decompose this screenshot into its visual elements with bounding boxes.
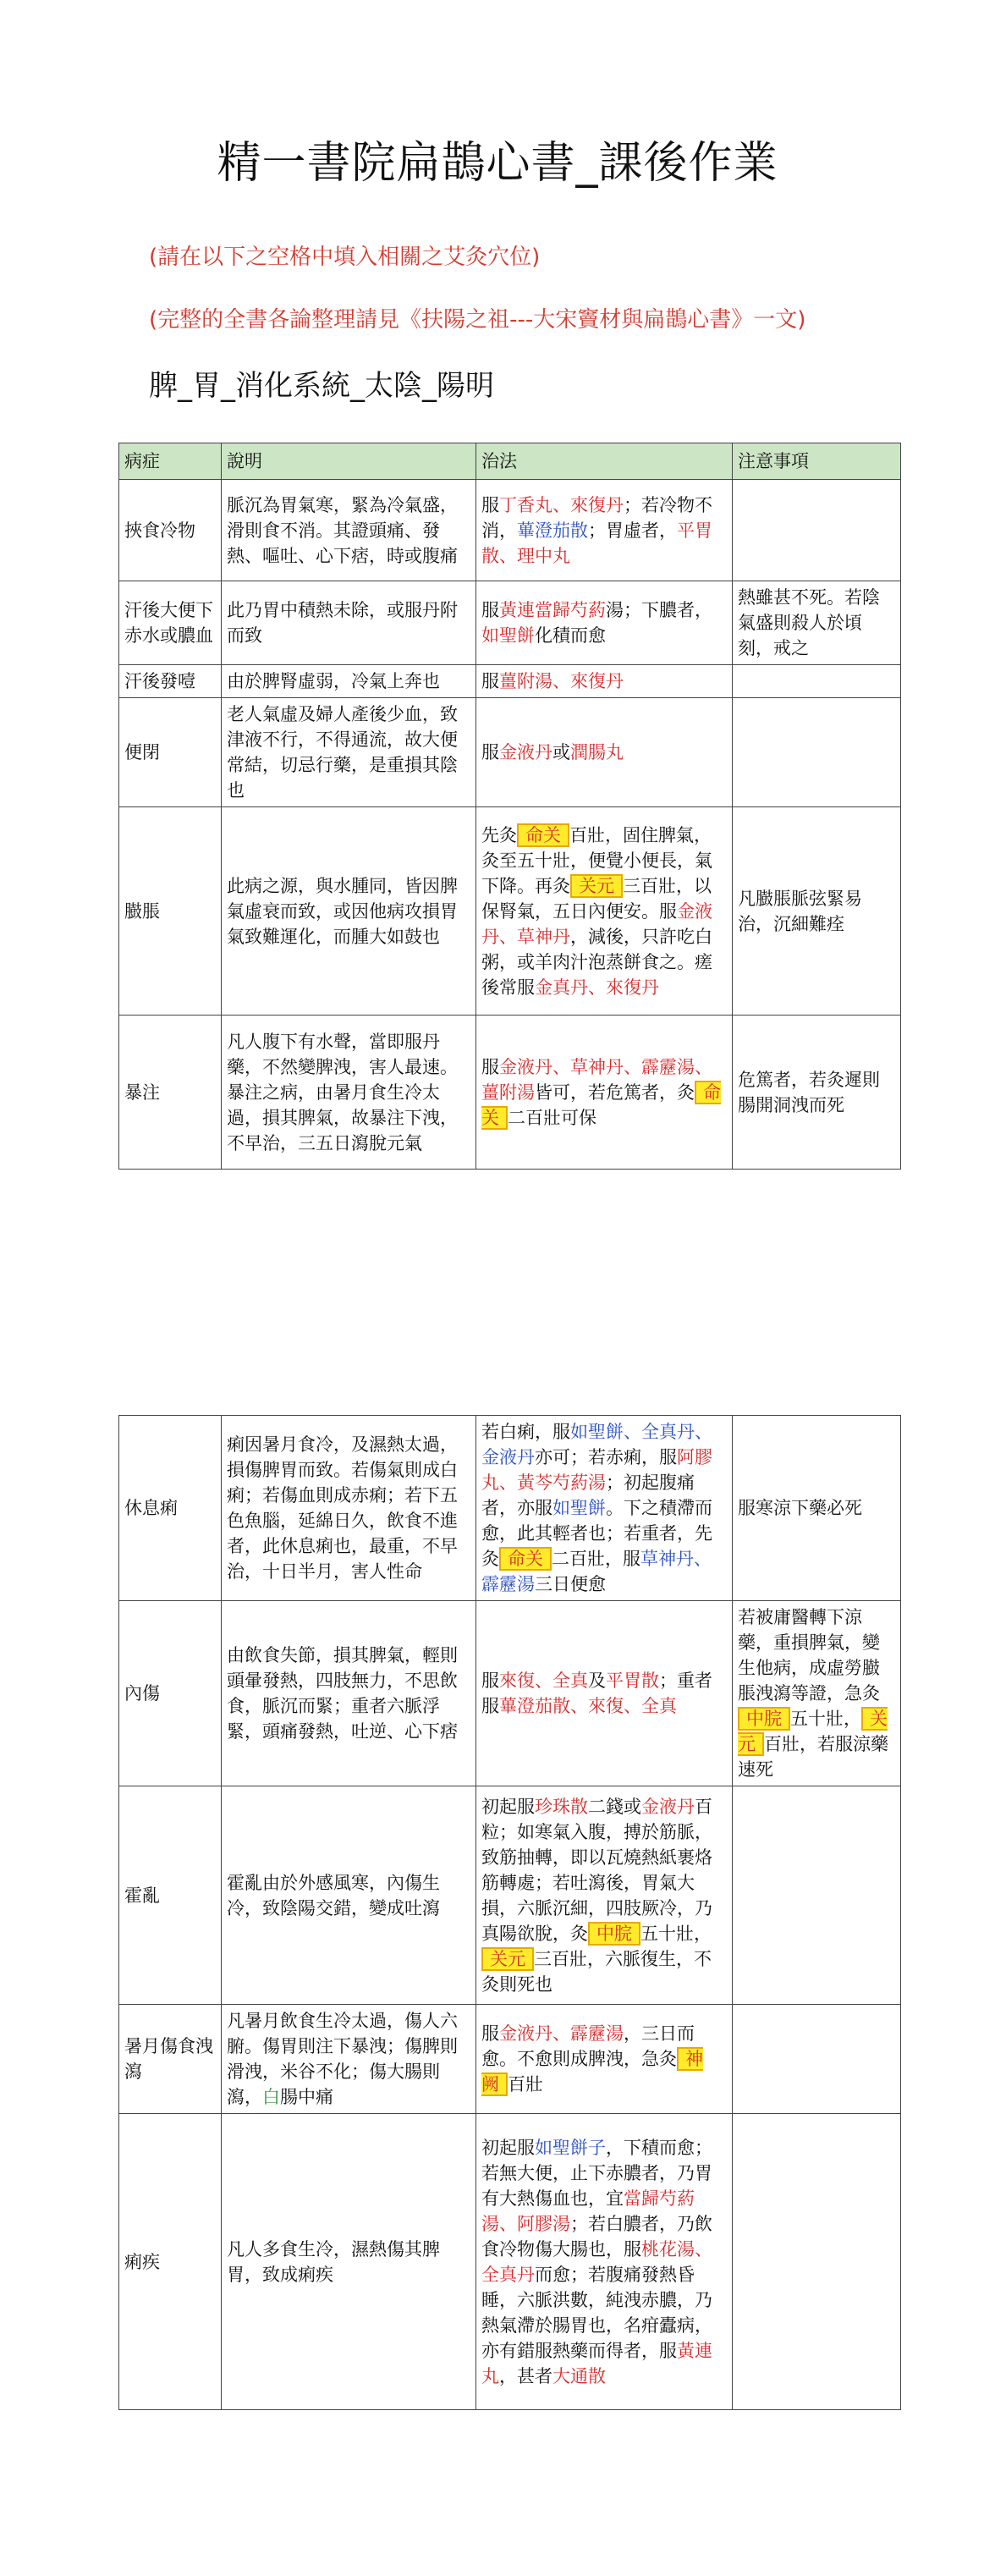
disease-cell: 便閉	[119, 698, 222, 807]
treatment-cell: 初起服珍珠散二錢或金液丹百粒；如寒氣入腹，搏於筋脈，致筋抽轉，即以瓦燒熱紙裹烙筋轉處；若吐瀉後，胃氣大損，六脈沉細，四肢厥冷，乃真陽欲脫，灸 中脘 五十壯，关元 三百壯，六脈復生，不灸則死也	[476, 1786, 733, 2005]
disease-cell: 內傷	[119, 1601, 222, 1786]
notes-cell: 危篤者，若灸遲則腸開洞洩而死	[733, 1016, 901, 1170]
description-cell: 此乃胃中積熱未除，或服丹附而致	[222, 581, 476, 665]
notes-cell	[733, 2005, 901, 2114]
table-row	[119, 698, 901, 807]
header-notes: 注意事項	[733, 443, 901, 480]
description-cell: 凡人多食生冷，濕熱傷其脾胃，致成痢疾	[222, 2114, 476, 2410]
acupoint-highlight: 关元	[738, 1709, 888, 1754]
table-row	[119, 665, 901, 698]
instruction-note: (請在以下之空格中填入相關之艾灸穴位)	[149, 245, 541, 270]
disease-cell: 挾食冷物	[119, 480, 222, 581]
notes-cell	[733, 2114, 901, 2410]
disease-cell: 休息痢	[119, 1416, 222, 1601]
header-description: 說明	[222, 443, 476, 480]
reference-note: (完整的全書各論整理請見《扶陽之祖---大宋竇材與扁鵲心書》一文)	[149, 307, 806, 333]
treatment-cell: 服金液丹或潤腸丸	[476, 698, 733, 807]
table-row	[119, 581, 901, 665]
treatment-cell: 服薑附湯、來復丹	[476, 665, 733, 698]
acupoint-highlight: 命关	[481, 1082, 721, 1128]
acupoint-highlight: 中脘	[738, 1707, 790, 1731]
page-title: 精一書院扁鵲心書_課後作業	[217, 138, 778, 189]
herbal-table-part2	[118, 1415, 901, 2410]
table-row	[119, 480, 901, 581]
treatment-cell: 服金液丹、草神丹、霹靂湯、薑附湯皆可，若危篤者，灸 命关 二百壯可保	[476, 1016, 733, 1170]
description-cell: 凡暑月飲食生冷太過，傷人六腑。傷胃則注下暴洩；傷脾則滑洩，米谷不化；傷大腸則瀉，白腸中痛	[222, 2005, 476, 2114]
table-row	[119, 1016, 901, 1170]
description-cell: 痢因暑月食冷，及濕熱太過，損傷脾胃而致。若傷氣則成白痢；若傷血則成赤痢；若下五色魚腦，延綿日久，飲食不進者，此休息痢也，最重，不早治，十日半月，害人性命	[222, 1416, 476, 1601]
table-row	[119, 1786, 901, 2005]
acupoint-highlight: 命关	[517, 823, 569, 847]
table-row	[119, 1416, 901, 1601]
disease-cell: 暴注	[119, 1016, 222, 1170]
description-cell: 脈沉為胃氣寒，緊為冷氣盛，滑則食不消。其證頭痛、發熱、嘔吐、心下痞，時或腹痛	[222, 480, 476, 581]
table-row	[119, 2005, 901, 2114]
description-cell: 凡人腹下有水聲，當即服丹藥，不然變脾洩，害人最速。暴注之病，由暑月食生冷太過，損其脾氣，故暴注下洩，不早治，三五日瀉脫元氣	[222, 1016, 476, 1170]
acupoint-highlight: 中脘	[588, 1922, 640, 1946]
acupoint-highlight: 神阙	[481, 2049, 703, 2094]
disease-cell: 汗後大便下赤水或膿血	[119, 581, 222, 665]
header-treatment: 治法	[476, 443, 733, 480]
notes-cell: 若被庸醫轉下涼藥，重損脾氣，變生他病，成虛勞臌脹洩瀉等證，急灸中脘 五十壯， 关元 百壯，若服涼藥速死	[733, 1601, 901, 1786]
treatment-cell: 服黃連當歸芍葯湯；下膿者，如聖餅化積而愈	[476, 581, 733, 665]
notes-cell: 熱雖甚不死。若陰氣盛則殺人於頃刻，戒之	[733, 581, 901, 665]
disease-cell: 臌脹	[119, 807, 222, 1016]
section-heading: 脾_胃_消化系統_太陰_陽明	[149, 369, 494, 403]
description-cell: 由飲食失節，損其脾氣，輕則頭暈發熱，四肢無力，不思飲食，脈沉而緊；重者六脈浮緊，頭痛發熱，吐逆、心下痞	[222, 1601, 476, 1786]
disease-cell: 汗後發噎	[119, 665, 222, 698]
herbal-table-part1	[118, 443, 901, 1170]
treatment-cell: 服丁香丸、來復丹；若冷物不消，蓽澄茄散；胃虛者，平胃散、理中丸	[476, 480, 733, 581]
table-row	[119, 1601, 901, 1786]
table-row	[119, 807, 901, 1016]
treatment-cell: 服來復、全真及平胃散；重者服蓽澄茄散、來復、全真	[476, 1601, 733, 1786]
description-cell: 霍亂由於外感風寒，內傷生冷，致陰陽交錯，變成吐瀉	[222, 1786, 476, 2005]
header-disease: 病症	[119, 443, 222, 480]
disease-cell: 暑月傷食洩瀉	[119, 2005, 222, 2114]
notes-cell	[733, 698, 901, 807]
notes-cell	[733, 665, 901, 698]
notes-cell	[733, 1786, 901, 2005]
acupoint-highlight: 命关	[499, 1547, 552, 1571]
notes-cell: 服寒涼下藥必死	[733, 1416, 901, 1601]
treatment-cell: 若白痢，服如聖餅、全真丹、金液丹亦可；若赤痢，服阿膠丸、黃芩芍葯湯；初起腹痛者，亦服如聖餅。下之積滯而愈，此其輕者也；若重者，先灸 命关 二百壯，服草神丹、霹靂湯三日便愈	[476, 1416, 733, 1601]
notes-cell	[733, 480, 901, 581]
disease-cell: 霍亂	[119, 1786, 222, 2005]
acupoint-highlight: 关元	[481, 1947, 534, 1971]
treatment-cell: 服金液丹、霹靂湯，三日而愈。不愈則成脾洩，急灸 神阙 百壯	[476, 2005, 733, 2114]
notes-cell: 凡臌脹脈弦緊易治，沉細難痊	[733, 807, 901, 1016]
disease-cell: 痢疾	[119, 2114, 222, 2410]
description-cell: 老人氣虛及婦人產後少血，致津液不行，不得通流，故大便常結，切忌行藥，是重損其陰也	[222, 698, 476, 807]
table-row	[119, 2114, 901, 2410]
treatment-cell: 初起服如聖餅子，下積而愈；若無大便，止下赤膿者，乃胃有大熱傷血也，宜當歸芍葯湯、阿膠湯；若白膿者，乃飲食冷物傷大腸也，服桃花湯、全真丹而愈；若腹痛發熱昏睡，六脈洪數，純洩赤膿，乃熱氣滯於腸胃也，名疳蠹病，亦有錯服熱藥而得者，服黃連丸，甚者大通散	[476, 2114, 733, 2410]
treatment-cell: 先灸 命关 百壯，固住脾氣，灸至五十壯，便覺小便長，氣下降。再灸 关元 三百壯，以保腎氣，五日內便安。服金液丹、草神丹，減後，只許吃白粥，或羊肉汁泡蒸餅食之。瘥後常服金真丹、來復丹	[476, 807, 733, 1016]
description-cell: 由於脾腎虛弱，冷氣上奔也	[222, 665, 476, 698]
description-cell: 此病之源，與水腫同，皆因脾氣虛衰而致，或因他病攻損胃氣致難運化，而腫大如鼓也	[222, 807, 476, 1016]
acupoint-highlight: 关元	[570, 874, 623, 898]
